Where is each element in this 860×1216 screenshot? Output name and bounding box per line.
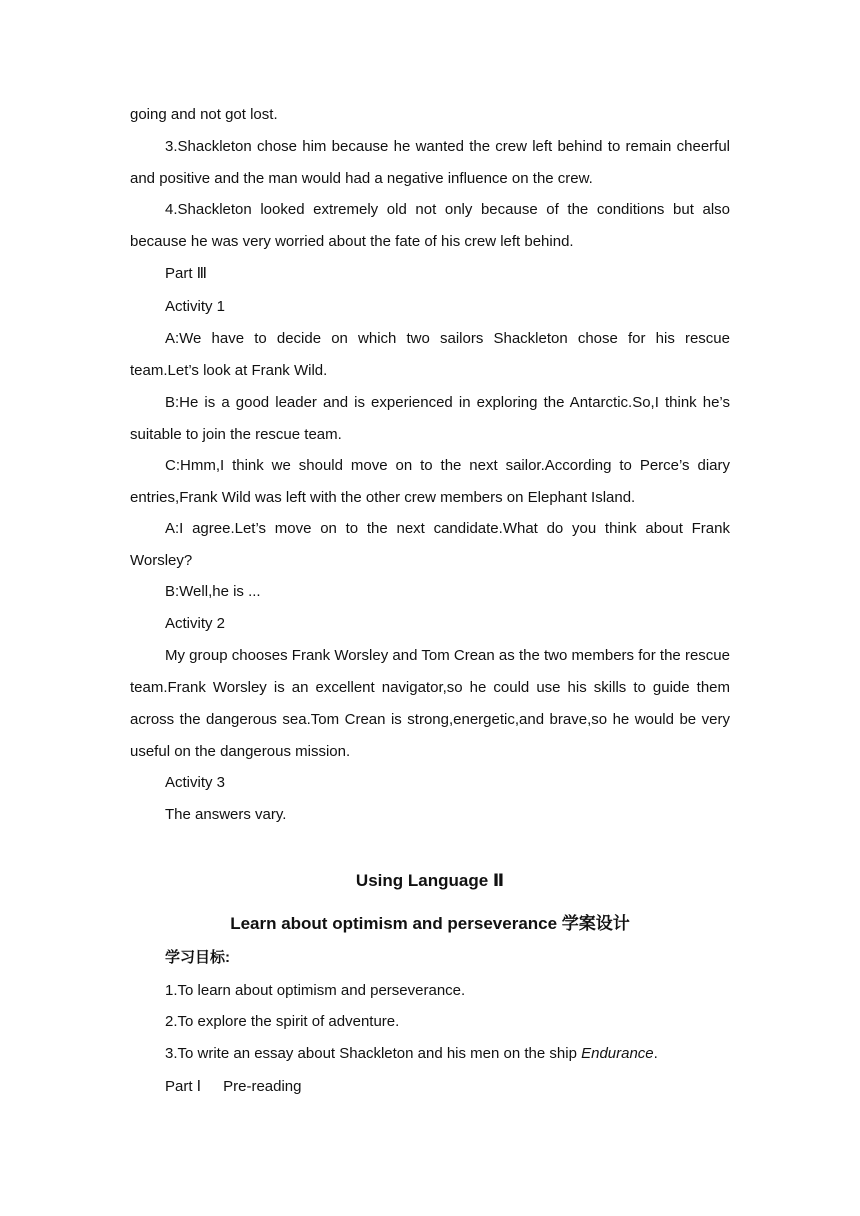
section-title: Using Language Ⅱ [355, 871, 505, 890]
objectives-heading: 学习目标: [165, 949, 230, 966]
ship-name: Endurance [581, 1045, 654, 1062]
objective-2: 2.To explore the spirit of adventure. [165, 1013, 400, 1030]
dialogue-b2: B:Well,he is ... [165, 583, 261, 600]
part1-heading [165, 1077, 302, 1097]
part1-title: Pre-reading [223, 1078, 302, 1095]
section-subtitle: Learn about optimism and perseverance 学案设计 [230, 914, 630, 933]
objective-3-period: . [653, 1045, 658, 1062]
paragraph-continuation: going and not got lost. [130, 106, 278, 123]
dialogue-a2: A:I agree.Let’s move on to the next candidate.What do you think about Frank Worsley? [130, 520, 730, 569]
activity2-text: My group chooses Frank Worsley and Tom Crean as the two members for the rescue team.Frank Worsley is an excellent navigator,so he could use his skills to guide them across the dangerous sea.Tom Crean is strong,energetic,and brave,so he would be very useful on the dangerous mission. [130, 647, 730, 760]
answer-item-3: 3.Shackleton chose him because he wanted the crew left behind to remain cheerful and positive and the man would had a negative influence on the crew. [130, 138, 730, 187]
objective-3-text: 3.To write an essay about Shackleton and his men on the ship [165, 1045, 582, 1062]
dialogue-b1: B:He is a good leader and is experienced in exploring the Antarctic.So,I think he’s suitable to join the rescue team. [130, 394, 730, 443]
objective-1: 1.To learn about optimism and perseverance. [165, 982, 466, 999]
dialogue-c1: C:Hmm,I think we should move on to the next sailor.According to Perce’s diary entries,Frank Wild was left with the other crew members on Elephant Island. [130, 457, 730, 506]
part1-label: Part Ⅰ [165, 1078, 202, 1095]
activity3-text: The answers vary. [165, 806, 287, 823]
activity1-label: Activity 1 [165, 298, 226, 315]
activity3-label: Activity 3 [165, 774, 226, 791]
activity2-label: Activity 2 [165, 615, 226, 632]
objective-3 [165, 1044, 658, 1064]
answer-item-4: 4.Shackleton looked extremely old not only because of the conditions but also because he was very worried about the fate of his crew left behind. [130, 201, 730, 250]
part3-heading: Part Ⅲ [165, 265, 208, 282]
dialogue-a1: A:We have to decide on which two sailors Shackleton chose for his rescue team.Let’s look at Frank Wild. [130, 330, 730, 379]
